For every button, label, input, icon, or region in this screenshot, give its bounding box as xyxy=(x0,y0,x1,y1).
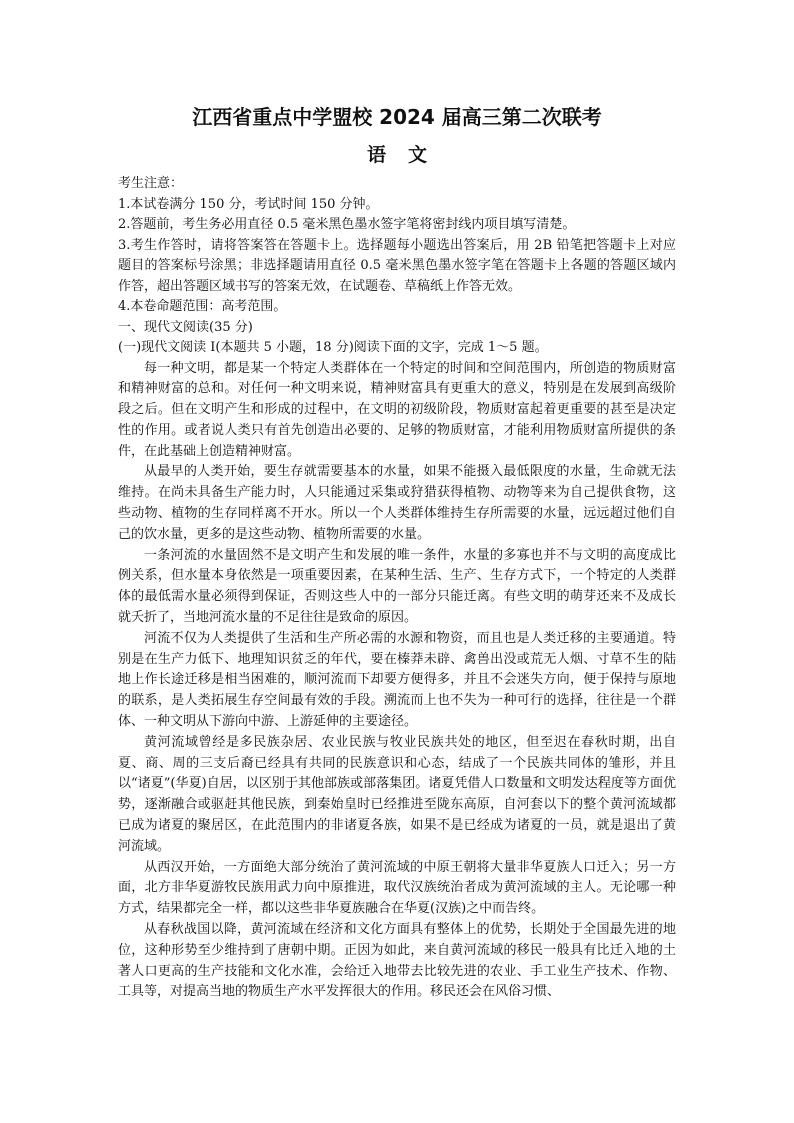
section-heading: 一、现代文阅读(35 分) xyxy=(118,319,253,335)
passage-paragraph: 黄河流域曾经是多民族杂居、农业民族与牧业民族共处的地区，但至迟在春秋时期，出自夏、商、周的三支后裔已经具有共同的民族意识和心态，结成了一个民族共同体的雏形，并且以“诸夏”(华夏)自居，以区别于其他部族或部落集团。诸夏凭借人口数量和文明发达程度等方面优势，逐渐融合或驱赶其他民族，到秦始皇时已经推进至陇东高原，自河套以下的整个黄河流域都已成为诸夏的聚居区，在此范围内的非诸夏各族，如果不是已经成为诸夏的一员，就是退出了黄河流域。 xyxy=(118,734,676,854)
notice-item-2: 2.答题前，考生务必用直径 0.5 毫米黑色墨水签字笔将密封线内项目填写清楚。 xyxy=(118,217,576,232)
notice-item-3: 3.考生作答时，请将答案答在答题卡上。选择题每小题选出答案后，用 2B 铅笔把答题卡上对应题目的答案标号涂黑；非选择题请用直径 0.5 毫米黑色墨水签字笔在答题卡上各题的答题区域内作答，超出答题区域书写的答案无效，在试题卷、草稿纸上作答无效。 xyxy=(118,237,676,294)
notice-item-1: 1.本试卷满分 150 分，考试时间 150 分钟。 xyxy=(118,196,379,212)
passage-paragraph: 从春秋战国以降，黄河流域在经济和文化方面具有整体上的优势，长期处于全国最先进的地位，这种形势至少维持到了唐朝中期。正因为如此，来自黄河流域的移民一般具有比迁入地的土著人口更高的生产技能和文化水准，会给迁入地带去比较先进的农业、手工业生产技术、作物、工具等，对提高当地的物质生产水平发挥很大的作用。移民还会在风俗习惯、 xyxy=(118,922,676,1000)
notice-item-4: 4.本卷命题范围：高考范围。 xyxy=(118,299,287,314)
section-subheading: (一)现代文阅读 I(本题共 5 小题，18 分)阅读下面的文字，完成 1～5 题。 xyxy=(118,340,548,355)
exam-title: 江西省重点中学盟校 2024 届高三第二次联考 xyxy=(192,105,602,129)
subject-title: 语文 xyxy=(366,144,449,166)
passage-paragraph: 一条河流的水量固然不是文明产生和发展的唯一条件，水量的多寡也并不与文明的高度成比例关系，但水量本身依然是一项重要因素，在某种生活、生产、生存方式下，一个特定的人类群体的最低需水量必须得到保证，否则这些人中的一部分只能迁离。有些文明的萌芽还来不及成长就夭折了，当地河流水量的不足往往是致命的原因。 xyxy=(118,547,676,626)
passage-paragraph: 河流不仅为人类提供了生活和生产所必需的水源和物资，而且也是人类迁移的主要通道。特别是在生产力低下、地理知识贫乏的年代，要在榛莽未辟、禽兽出没或荒无人烟、寸草不生的陆地上作长途迁移是相当困难的，顺河流而下却要方便得多，并且不会迷失方向，便于保持与原地的联系，是人类拓展生存空间最有效的手段。溯流而上也不失为一种可行的选择，往往是一个群体、一种文明从下游向中游、上游延伸的主要途径。 xyxy=(118,630,676,730)
passage-paragraph: 从西汉开始，一方面绝大部分统治了黄河流域的中原王朝将大量非华夏族人口迁入；另一方面，北方非华夏游牧民族用武力向中原推进，取代汉族统治者成为黄河流域的主人。无论哪一种方式，结果都完全一样，都以这些非华夏族融合在华夏(汉族)之中而告终。 xyxy=(118,859,676,917)
notice-heading: 考生注意： xyxy=(118,176,184,191)
reading-passage xyxy=(118,359,676,1004)
passage-paragraph: 每一种文明，都是某一个特定人类群体在一个特定的时间和空间范围内，所创造的物质财富和精神财富的总和。对任何一种文明来说，精神财富具有更重大的意义，特别是在发展到高级阶段之后。但在文明产生和形成的过程中，在文明的初级阶段，物质财富起着更重要的甚至是决定性的作用。或者说人类只有首先创造出必要的、足够的物质财富，才能利用物质财富所提供的条件，在此基础上创造精神财富。 xyxy=(118,360,676,459)
passage-paragraph: 从最早的人类开始，要生存就需要基本的水量，如果不能摄入最低限度的水量，生命就无法维持。在尚未具备生产能力时，人只能通过采集或狩猎获得植物、动物等来为自己提供食物，这些动物、植物的生存同样离不开水。所以一个人类群体维持生存所需要的水量，远远超过他们自己的饮水量，更多的是这些动物、植物所需要的水量。 xyxy=(118,464,676,542)
